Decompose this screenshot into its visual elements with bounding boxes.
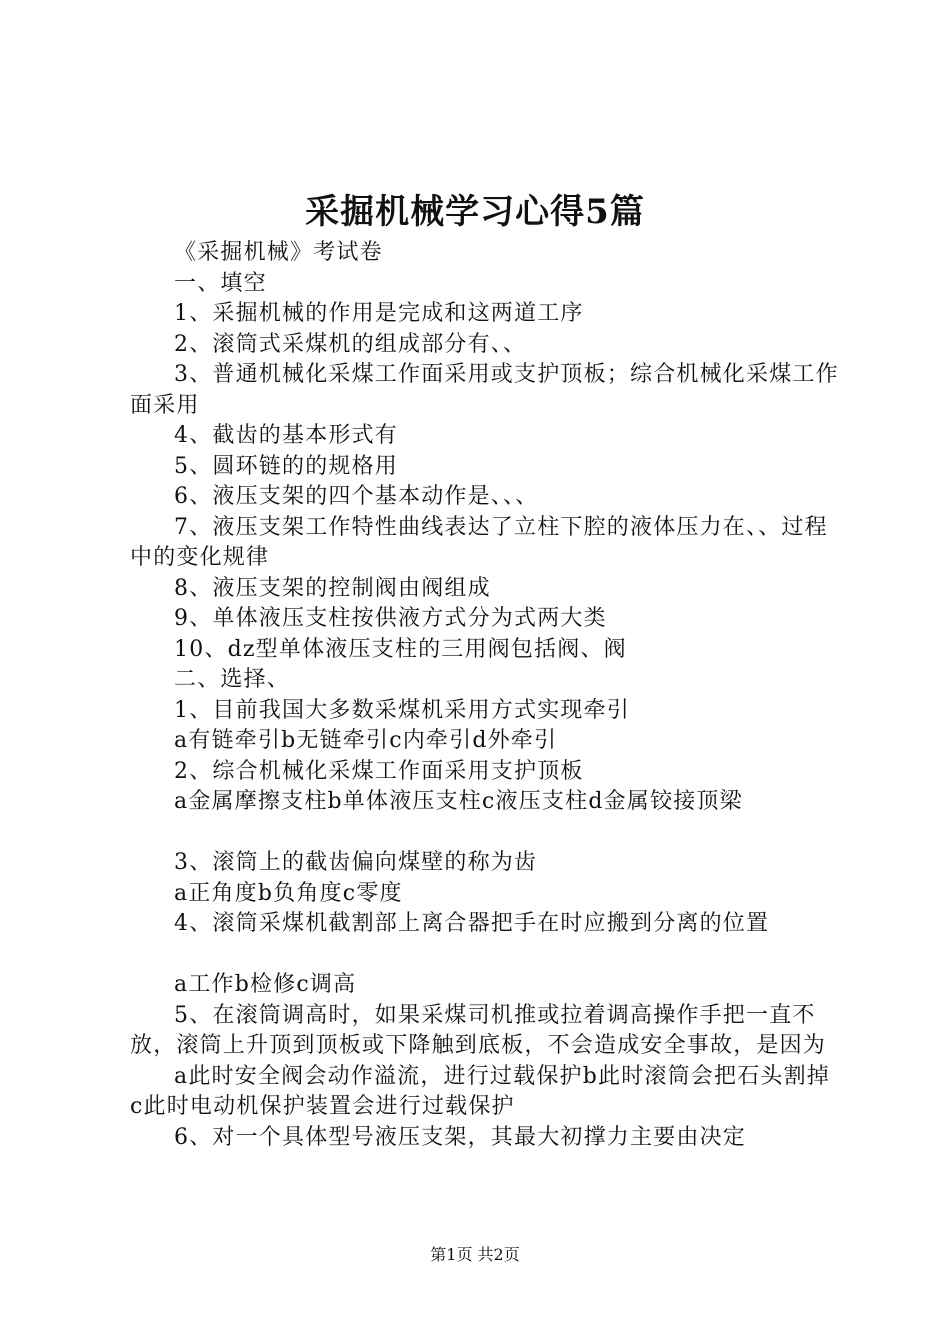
paragraph: 二、选择、	[174, 667, 291, 692]
paragraph: a此时安全阀会动作溢流，进行过载保护b此时滚筒会把石头割掉c此时电动机保护装置会进行过载保护	[130, 1063, 831, 1119]
paragraph: 4、滚筒采煤机截割部上离合器把手在时应搬到分离的位置	[174, 911, 770, 936]
paragraph: a正角度b负角度c零度	[174, 880, 403, 906]
paragraph: 10、dz型单体液压支柱的三用阀包括阀、阀	[174, 636, 627, 662]
paragraph: 3、普通机械化采煤工作面采用或支护顶板；综合机械化采煤工作面采用	[130, 362, 839, 418]
paragraph: 一、填空	[174, 270, 267, 296]
paragraph: a工作b检修c调高	[174, 972, 357, 997]
document-body	[130, 238, 840, 1153]
paragraph: 5、在滚筒调高时，如果采煤司机推或拉着调高操作手把一直不放，滚筒上升顶到顶板或下降触到底板，不会造成安全事故，是因为	[130, 1002, 827, 1058]
paragraph: 9、单体液压支柱按供液方式分为式两大类	[174, 606, 607, 631]
page-footer: 第1页 共2页	[430, 1245, 520, 1264]
paragraph: 6、对一个具体型号液压支架，其最大初撑力主要由决定	[174, 1124, 746, 1150]
paragraph: 8、液压支架的控制阀由阀组成	[174, 575, 491, 601]
paragraph: 1、采掘机械的作用是完成和这两道工序	[174, 301, 584, 326]
blank-line	[130, 940, 840, 971]
paragraph: 7、液压支架工作特性曲线表达了立柱下腔的液体压力在、、过程中的变化规律	[130, 514, 828, 570]
paragraph: 1、目前我国大多数采煤机采用方式实现牵引	[174, 697, 630, 723]
page-title: 采掘机械学习心得5篇	[305, 192, 645, 232]
paragraph: 2、滚筒式采煤机的组成部分有、、	[174, 331, 527, 357]
paragraph: 6、液压支架的四个基本动作是、、、	[174, 484, 539, 509]
paragraph: 《采掘机械》考试卷	[174, 240, 383, 265]
paragraph: a金属摩擦支柱b单体液压支柱c液压支柱d金属铰接顶梁	[174, 789, 743, 814]
paragraph: 3、滚筒上的截齿偏向煤壁的称为齿	[174, 850, 538, 875]
blank-line	[130, 818, 840, 849]
paragraph: 5、圆环链的的规格用	[174, 453, 398, 479]
paragraph: a有链牵引b无链牵引c内牵引d外牵引	[174, 728, 558, 753]
paragraph: 2、综合机械化采煤工作面采用支护顶板	[174, 758, 584, 784]
paragraph: 4、截齿的基本形式有	[174, 423, 398, 448]
